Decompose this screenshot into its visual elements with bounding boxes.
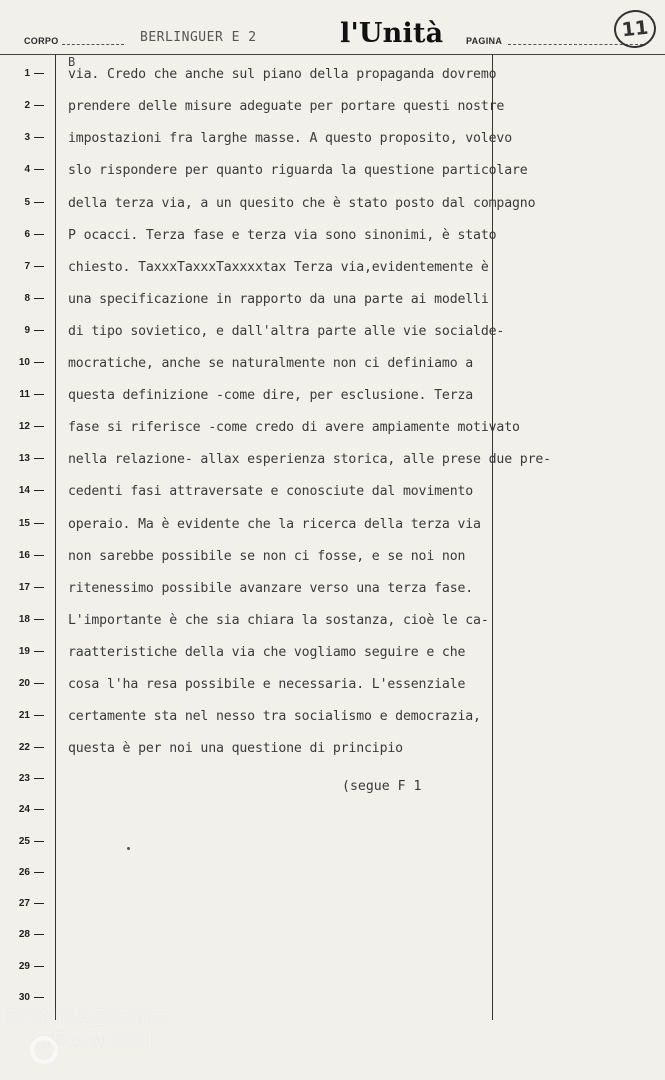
line-number: 3 — <box>24 132 44 143</box>
line-number: 19 — <box>18 646 44 657</box>
line-number: 21 — <box>18 710 44 721</box>
line-number: 2 — <box>24 100 44 111</box>
section-mark: B <box>68 55 76 69</box>
text-line: operaio. Ma è evidente che la ricerca della terza via <box>68 517 481 532</box>
line-number: 8 — <box>24 293 44 304</box>
line-number: 15 — <box>18 518 44 529</box>
line-number: 30 — <box>18 992 44 1003</box>
line-number: 25 — <box>18 836 44 847</box>
line-number: 26 — <box>18 867 44 878</box>
line-number: 13 — <box>18 453 44 464</box>
text-line: una specificazione in rapporto da una parte ai modelli <box>68 292 489 307</box>
text-line: questa definizione -come dire, per esclusione. Terza <box>68 388 474 403</box>
text-line: cedenti fasi attraversate e conosciute dal movimento <box>68 484 474 499</box>
line-number: 16 — <box>18 550 44 561</box>
line-number: 4 — <box>24 164 44 175</box>
text-line: non sarebbe possibile se non ci fosse, e se noi non <box>68 549 466 564</box>
watermark-line-1: FONDAZIONE <box>6 1004 169 1030</box>
left-margin-line <box>55 54 56 1020</box>
text-line: ritenessimo possibile avanzare verso una terza fase. <box>68 581 474 596</box>
text-line: cosa l'ha resa possibile e necessaria. L'essenziale <box>68 677 466 692</box>
continuation-note: (segue F 1 <box>342 779 422 794</box>
line-number: 27 — <box>18 898 44 909</box>
text-line: via. Credo che anche sul piano della propaganda dovremo <box>68 67 497 82</box>
line-number: 1 — <box>24 68 44 79</box>
line-number: 29 — <box>18 961 44 972</box>
text-line: nella relazione- allax esperienza storica, alle prese due pre- <box>68 452 551 467</box>
text-line: P ocacci. Terza fase e terza via sono sinonimi, è stato <box>68 228 497 243</box>
text-line: di tipo sovietico, e dall'altra parte alle vie socialde- <box>68 324 505 339</box>
ink-speck <box>127 847 130 850</box>
line-number: 10 — <box>18 357 44 368</box>
watermark-line-2: GRAMSCI <box>32 1027 155 1053</box>
line-number: 11 — <box>19 389 44 400</box>
newspaper-title: l'Unità <box>340 18 444 49</box>
text-line: della terza via, a un quesito che è stato posto dal compagno <box>68 196 536 211</box>
line-number: 22 — <box>18 742 44 753</box>
text-line: slo rispondere per quanto riguarda la questione particolare <box>68 163 528 178</box>
line-number: 12 — <box>18 421 44 432</box>
text-line: impostazioni fra larghe masse. A questo proposito, volevo <box>68 131 513 146</box>
text-line: certamente sta nel nesso tra socialismo e democrazia, <box>68 709 481 724</box>
pagina-label: PAGINA <box>466 36 503 46</box>
text-line: fase si riferisce -come credo di avere ampiamente motivato <box>68 420 520 435</box>
line-number: 23 — <box>18 773 44 784</box>
line-number: 28 — <box>18 929 44 940</box>
corpo-label: CORPO <box>24 36 59 46</box>
text-line: questa è per noi una questione di principio <box>68 741 403 756</box>
text-line: prendere delle misure adeguate per portare questi nostre <box>68 99 505 114</box>
line-number: 7 — <box>24 261 44 272</box>
line-number: 9 — <box>24 325 44 336</box>
corpo-fill-line <box>62 44 124 45</box>
corpo-value: BERLINGUER E 2 <box>140 30 257 45</box>
page-number-circled: 11 <box>612 8 658 50</box>
text-line: L'importante è che sia chiara la sostanza, cioè le ca- <box>68 613 489 628</box>
header-rule <box>0 54 665 55</box>
line-number: 14 — <box>18 485 44 496</box>
text-line: chiesto. TaxxxTaxxxTaxxxxtax Terza via,evidentemente è <box>68 260 489 275</box>
line-number: 17 — <box>18 582 44 593</box>
text-line: mocratiche, anche se naturalmente non ci definiamo a <box>68 356 474 371</box>
line-number: 5 — <box>24 197 44 208</box>
line-number: 20 — <box>18 678 44 689</box>
line-number: 18 — <box>18 614 44 625</box>
line-number: 24 — <box>18 804 44 815</box>
watermark-logo-icon <box>30 1036 58 1064</box>
line-number: 6 — <box>24 229 44 240</box>
text-line: raatteristiche della via che vogliamo seguire e che <box>68 645 466 660</box>
